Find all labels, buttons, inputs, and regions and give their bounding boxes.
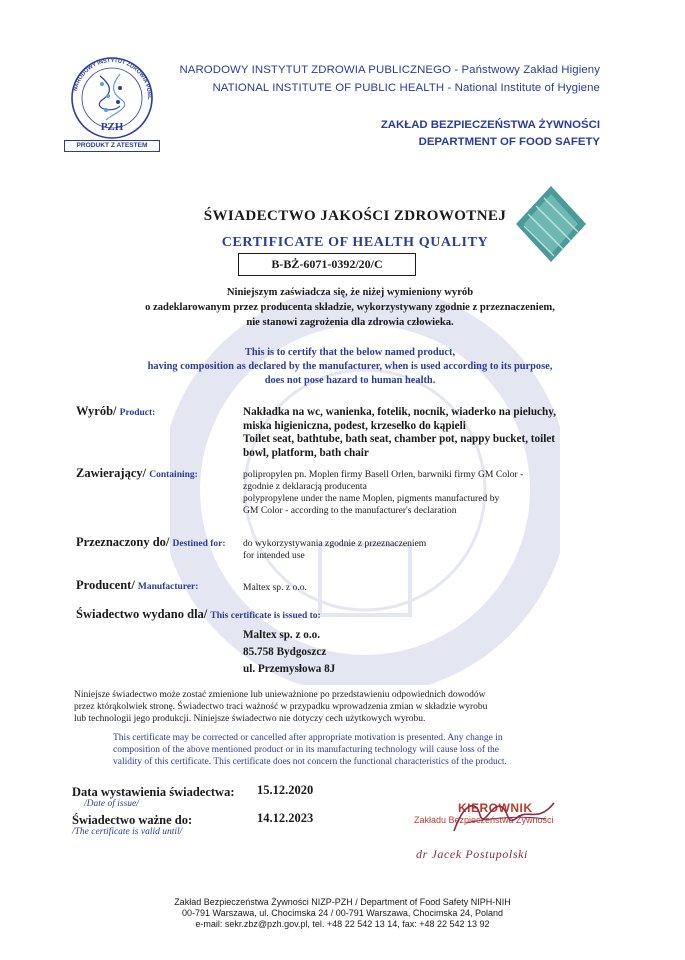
intro-en-line: This is to certify that the below named product, bbox=[244, 347, 456, 358]
certificate-number: B-BŻ-6071-0392/20/C bbox=[238, 253, 416, 276]
product-line: miska higieniczna, podest, krzesełko do kąpieli bbox=[243, 419, 466, 432]
footer-line: 00-791 Warszawa, ul. Chocimska 24 / 00-791 Warszawa, Chocimska 24, Poland bbox=[182, 908, 503, 918]
product-line: Toilet seat, bathtube, bath seat, chamber pot, nappy bucket, toilet bbox=[243, 433, 556, 445]
manufacturer-value: Maltex sp. z o.o. bbox=[243, 582, 307, 593]
issued-for-label-pl: Świadectwo wydano dla/ bbox=[76, 607, 208, 621]
product-label-en: Product: bbox=[119, 408, 156, 418]
official-stamp bbox=[410, 793, 590, 873]
issue-date-label: Data wystawienia świadectwa: bbox=[72, 785, 235, 799]
stamp-title: KIEROWNIK bbox=[458, 801, 533, 815]
logo-badge-text: PRODUKT Z ATESTEM bbox=[76, 142, 148, 149]
manufacturer-label bbox=[76, 578, 198, 593]
note-en-line: This certificate may be corrected or cancelled after appropriate motivation is presented. Any change in bbox=[113, 733, 503, 743]
pzh-emblem bbox=[62, 54, 162, 140]
note-pl-line: Niniejsze świadectwo może zostać zmienione lub unieważnione po przedstawieniu odpowiednich dowodów bbox=[74, 690, 486, 700]
note-en-line: composition of the above mentioned product or in its manufacturing technology will cause loss of the bbox=[113, 745, 499, 755]
dates-block bbox=[72, 783, 372, 839]
stamp-line: Zakładu Bezpieczeństwa Żywności bbox=[414, 815, 554, 825]
footer-line: Zakład Bezpieczeństwa Żywności NIZP-PZH / Department of Food Safety NIPH-NIH bbox=[174, 897, 511, 907]
issued-for-label-en: This certificate is issued to: bbox=[210, 611, 321, 621]
valid-until-value: 14.12.2023 bbox=[257, 811, 314, 825]
containing-value bbox=[243, 469, 603, 517]
issued-for-value bbox=[243, 627, 335, 678]
destined-line: do wykorzystywania zgodnie z przeznaczeniem bbox=[243, 538, 427, 549]
intro-en-line: having composition as declared by the manufacturer, when is used according to its purpose, bbox=[147, 361, 553, 372]
product-line: Nakładka na wc, wanienka, fotelik, nocnik, wiaderko na pieluchy, bbox=[243, 406, 556, 418]
note-pl-line: przez którąkolwiek stronę. Świadectwo traci ważność w przypadku wprowadzenia zmian w składzie wyrobu bbox=[74, 702, 488, 712]
issue-date-value: 15.12.2020 bbox=[257, 783, 314, 797]
valid-until-label-en: /The certificate is valid until/ bbox=[72, 827, 183, 837]
header-department bbox=[330, 117, 600, 151]
note-pl-line: lub technologii jego produkcji. Niniejsze świadectwo nie dotyczy cech użytkowych wyrobu. bbox=[74, 714, 426, 724]
destined-label-en: Destined for: bbox=[172, 539, 226, 549]
certificate-title: ŚWIADECTWO JAKOŚCI ZDROWOTNEJ bbox=[203, 208, 507, 224]
logo-ring-text: NARODOWY INSTYTUT ZDROWIA PUBL bbox=[72, 57, 153, 100]
valid-until-label: Świadectwo ważne do: bbox=[72, 813, 193, 827]
logo-badge bbox=[64, 140, 160, 152]
logo-center-text: PZH bbox=[100, 121, 124, 133]
note-pl bbox=[74, 689, 574, 725]
destined-value bbox=[243, 538, 603, 562]
product-label bbox=[76, 404, 155, 419]
signer-name: dr Jacek Postupolski bbox=[416, 847, 528, 861]
manufacturer-label-pl: Producent/ bbox=[76, 578, 135, 592]
signature-scribble bbox=[446, 793, 566, 839]
certificate-subtitle: CERTIFICATE OF HEALTH QUALITY bbox=[221, 235, 489, 250]
footer bbox=[80, 897, 605, 930]
pzh-logo bbox=[62, 54, 162, 154]
institute-name-en: NATIONAL INSTITUTE OF PUBLIC HEALTH - National Institute of Hygiene bbox=[212, 82, 600, 94]
footer-line: e-mail: sekr.zbz@pzh.gov.pl, tel. +48 22 542 13 14, fax: +48 22 542 13 92 bbox=[195, 919, 490, 929]
destined-label bbox=[76, 535, 226, 550]
containing-label bbox=[76, 466, 198, 481]
destined-label-pl: Przeznaczony do/ bbox=[76, 535, 170, 549]
containing-line: zgodnie z deklaracją producenta bbox=[243, 481, 367, 492]
issued-for-label bbox=[76, 607, 321, 622]
containing-label-en: Containing: bbox=[149, 470, 198, 480]
intro-pl bbox=[90, 285, 610, 330]
note-en bbox=[113, 732, 583, 768]
intro-pl-line: o zadeklarowanym przez producenta składzie, wykorzystywany zgodnie z przeznaczeniem, bbox=[145, 302, 555, 313]
destined-line: for intended use bbox=[243, 550, 305, 561]
institute-name-pl: NARODOWY INSTYTUT ZDROWIA PUBLICZNEGO - Państwowy Zakład Higieny bbox=[179, 64, 600, 76]
product-label-pl: Wyrób/ bbox=[76, 404, 117, 418]
department-name-en: DEPARTMENT OF FOOD SAFETY bbox=[418, 136, 600, 148]
note-en-line: validity of this certificate. This certificate does not concern the functional characteristics of the product. bbox=[113, 757, 507, 767]
issued-for-line: 85.758 Bydgoszcz bbox=[243, 646, 327, 658]
containing-label-pl: Zawierający/ bbox=[76, 466, 147, 480]
containing-line: polipropylen pn. Moplen firmy Basell Orlen, barwniki firmy GM Color - bbox=[243, 469, 524, 480]
intro-pl-line: nie stanowi zagrożenia dla zdrowia człowieka. bbox=[246, 317, 454, 328]
issued-for-line: ul. Przemysłowa 8J bbox=[243, 663, 336, 675]
product-line: bowl, platform, bath chair bbox=[243, 446, 369, 459]
intro-en bbox=[90, 346, 610, 388]
containing-line: GM Color - according to the manufacturer's declaration bbox=[243, 505, 457, 516]
manufacturer-label-en: Manufacturer: bbox=[137, 582, 199, 592]
intro-pl-line: Niniejszym zaświadcza się, że niżej wymieniony wyrób bbox=[226, 287, 474, 298]
intro-en-line: does not pose hazard to human health. bbox=[264, 375, 436, 386]
containing-line: polypropylene under the name Moplen, pigments manufactured by bbox=[243, 493, 500, 504]
issued-for-line: Maltex sp. z o.o. bbox=[243, 629, 321, 641]
department-name-pl: ZAKŁAD BEZPIECZEŃSTWA ŻYWNOŚCI bbox=[380, 119, 600, 131]
issue-date-label-en: /Date of issue/ bbox=[84, 799, 139, 809]
header-institute bbox=[160, 61, 600, 97]
product-value bbox=[243, 406, 603, 460]
